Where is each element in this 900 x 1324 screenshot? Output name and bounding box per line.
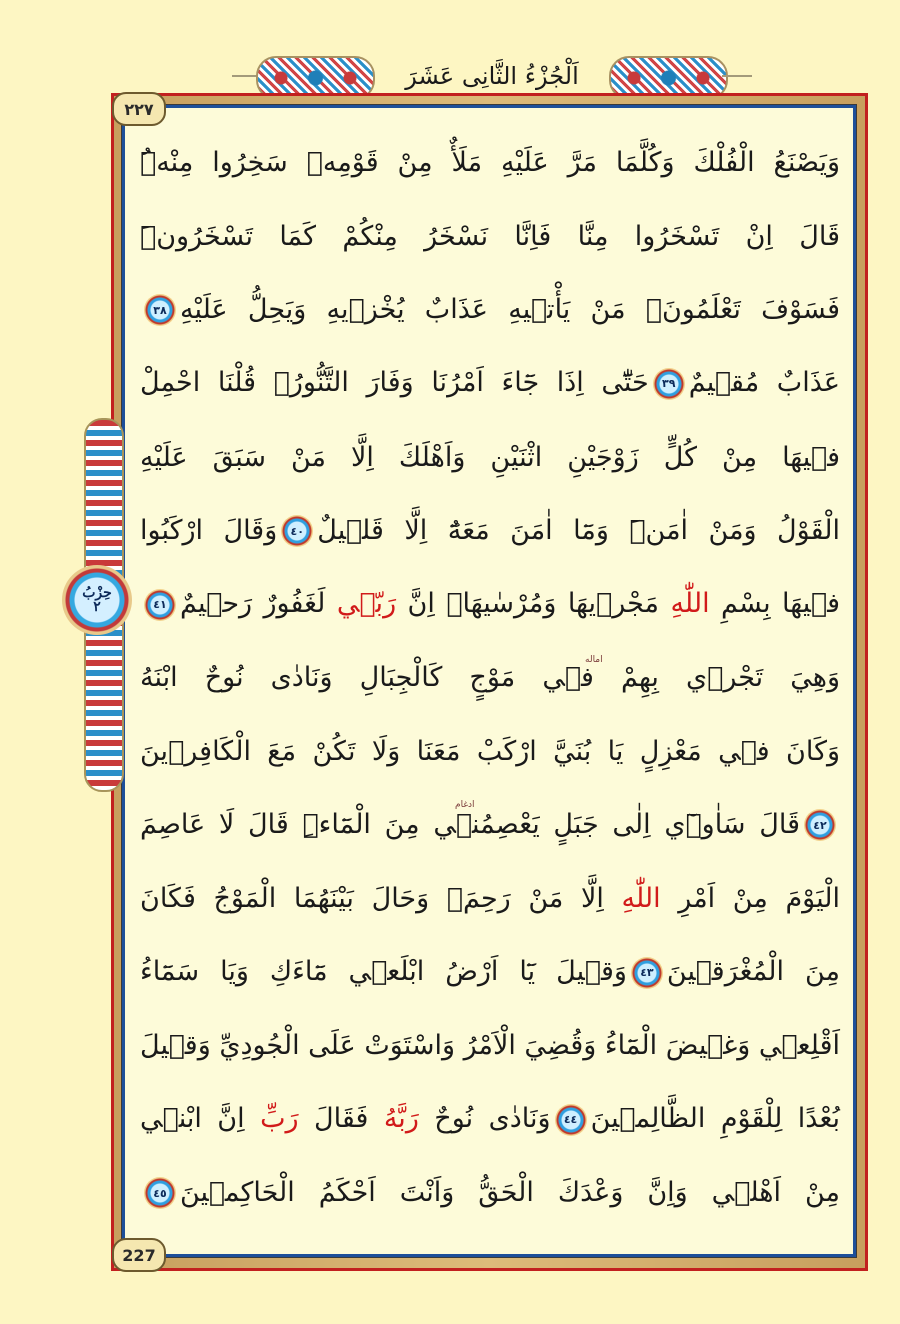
divine-name: اللّٰهِ — [670, 588, 710, 620]
aya-marker: ٤١ — [144, 589, 176, 621]
text-line-content — [140, 736, 840, 767]
juz-title: اَلْجُزْءُ الثَّانِى عَشَرَ — [405, 62, 579, 90]
text-line — [140, 1156, 840, 1230]
text-line-content — [140, 883, 840, 914]
verse-text: قَالَ سَاٰو۪ٓي اِلٰى جَبَلٍ يَعْصِمُن۪ي مِنَ الْمَٓاءِۜ قَالَ لَا عَاصِمَ — [140, 808, 800, 840]
verse-text: اِنَّ ابْن۪ي — [140, 1103, 261, 1135]
verse-text: الْيَوْمَ مِنْ اَمْرِ — [660, 883, 840, 915]
text-line-content — [140, 221, 840, 252]
text-line-content — [140, 1177, 840, 1210]
verse-text: وَنَادٰى نُوحٌ — [418, 1103, 551, 1135]
text-line — [140, 200, 840, 274]
divine-name: رَبِّ — [260, 1103, 299, 1135]
aya-marker: ٤٣ — [631, 957, 663, 989]
idgham-note: ادغام — [455, 800, 475, 810]
divine-name: رَبّ۪ي — [336, 588, 397, 620]
text-line — [140, 715, 840, 789]
hizb-marker — [62, 565, 132, 635]
quran-text — [140, 126, 840, 1230]
text-line-content — [140, 588, 840, 621]
text-line-content — [140, 294, 840, 327]
text-line — [140, 273, 840, 347]
text-line-content — [140, 809, 840, 842]
verse-text: وَقَالَ ارْكَبُوا — [140, 514, 278, 546]
aya-marker: ٣٨ — [144, 294, 176, 326]
aya-marker: ٤٥ — [144, 1177, 176, 1209]
verse-text: فَقَالَ — [298, 1103, 384, 1135]
divine-name: رَبَّهُ — [383, 1103, 419, 1135]
text-line-content — [140, 147, 840, 178]
aya-marker: ٣٩ — [653, 368, 685, 400]
verse-text: مِنَ الْمُغْرَق۪ينَ — [666, 956, 840, 988]
verse-text: وَق۪يلَ يَٓا اَرْضُ ابْلَع۪ي مَٓاءَكِ وَيَا سَمَٓاءُ — [140, 956, 627, 988]
aya-marker: ٤٢ — [804, 809, 836, 841]
text-line — [140, 420, 840, 494]
hizb-label: حِزْبُ — [82, 585, 112, 601]
text-line — [140, 568, 840, 642]
verse-text: عَذَابٌ مُق۪يمٌ — [688, 367, 840, 399]
hizb-number: ٢ — [93, 599, 101, 615]
verse-text: اَقْلِع۪ي وَغ۪يضَ الْمَٓاءُ وَقُضِيَ الْاَمْرُ وَاسْتَوَتْ عَلَى الْجُودِيِّ وَق۪يلَ — [140, 1030, 840, 1062]
verse-text: مِنْ اَهْل۪ي وَاِنَّ وَعْدَكَ الْحَقُّ وَاَنْتَ اَحْكَمُ الْحَاكِم۪ينَ — [180, 1176, 840, 1208]
text-line-content — [140, 442, 840, 473]
text-line — [140, 494, 840, 568]
verse-text: وَيَصْنَعُ الْفُلْكَ وَكُلَّمَا مَرَّ عَلَيْهِ مَلَأٌ مِنْ قَوْمِه۪ سَخِرُوا مِنْهُۜ — [140, 147, 840, 179]
page-number-arabic: ٢٢٧ — [112, 92, 166, 126]
text-line-content — [140, 1103, 840, 1136]
verse-text: اِلَّا مَنْ رَحِمَۚ وَحَالَ بَيْنَهُمَا الْمَوْجُ فَكَانَ — [140, 883, 622, 915]
verse-text: وَكَانَ ف۪ي مَعْزِلٍ يَا بُنَيَّ ارْكَبْ مَعَنَا وَلَا تَكُنْ مَعَ الْكَافِر۪ينَ — [140, 736, 840, 768]
text-line — [140, 936, 840, 1010]
text-line-content — [140, 662, 840, 693]
text-line-content — [140, 515, 840, 548]
text-line-content — [140, 956, 840, 989]
text-line — [140, 788, 840, 862]
text-line-content — [140, 1030, 840, 1061]
text-line-content — [140, 367, 840, 400]
aya-marker: ٤٤ — [555, 1104, 587, 1136]
verse-text: فَسَوْفَ تَعْلَمُونَۙ مَنْ يَأْت۪يهِ عَذَابٌ يُخْز۪يهِ وَيَحِلُّ عَلَيْهِ — [180, 293, 840, 325]
verse-text: قَالَ اِنْ تَسْخَرُوا مِنَّا فَاِنَّا نَسْخَرُ مِنْكُمْ كَمَا تَسْخَرُونَۜ — [140, 220, 840, 252]
verse-text: لَغَفُورٌ رَح۪يمٌ — [180, 588, 337, 620]
verse-text: ف۪يهَا مِنْ كُلٍّ زَوْجَيْنِ اثْنَيْنِ وَاَهْلَكَ اِلَّا مَنْ سَبَقَ عَلَيْهِ — [140, 441, 840, 473]
verse-text: بُعْدًا لِلْقَوْمِ الظَّالِم۪ينَ — [590, 1103, 840, 1135]
verse-text: حَتّٰٓى اِذَا جَٓاءَ اَمْرُنَا وَفَارَ التَّنُّورُۙ قُلْنَا احْمِلْ — [140, 367, 649, 399]
text-line — [140, 862, 840, 936]
text-line — [140, 126, 840, 200]
imale-note: امالە — [585, 655, 603, 665]
divine-name: اللّٰهِ — [621, 883, 661, 915]
verse-text: وَهِيَ تَجْر۪ي بِهِمْ ف۪ي مَوْجٍ كَالْجِبَالِ وَنَادٰى نُوحٌ ابْنَهُ — [140, 662, 840, 694]
text-line — [140, 1083, 840, 1157]
page-number-latin: 227 — [112, 1238, 166, 1272]
text-line — [140, 1009, 840, 1083]
text-line — [140, 641, 840, 715]
verse-text: مَجْر۪يهَا وَمُرْسٰيهَاۜ اِنَّ — [396, 588, 671, 620]
verse-text: ف۪يهَا بِسْمِ — [709, 588, 840, 620]
header-rule-right — [722, 75, 752, 77]
verse-text: الْقَوْلُ وَمَنْ اٰمَنَۜ وَمَٓا اٰمَنَ مَعَهُٓ اِلَّا قَل۪يلٌ — [317, 514, 840, 546]
text-line — [140, 347, 840, 421]
aya-marker: ٤٠ — [281, 515, 313, 547]
